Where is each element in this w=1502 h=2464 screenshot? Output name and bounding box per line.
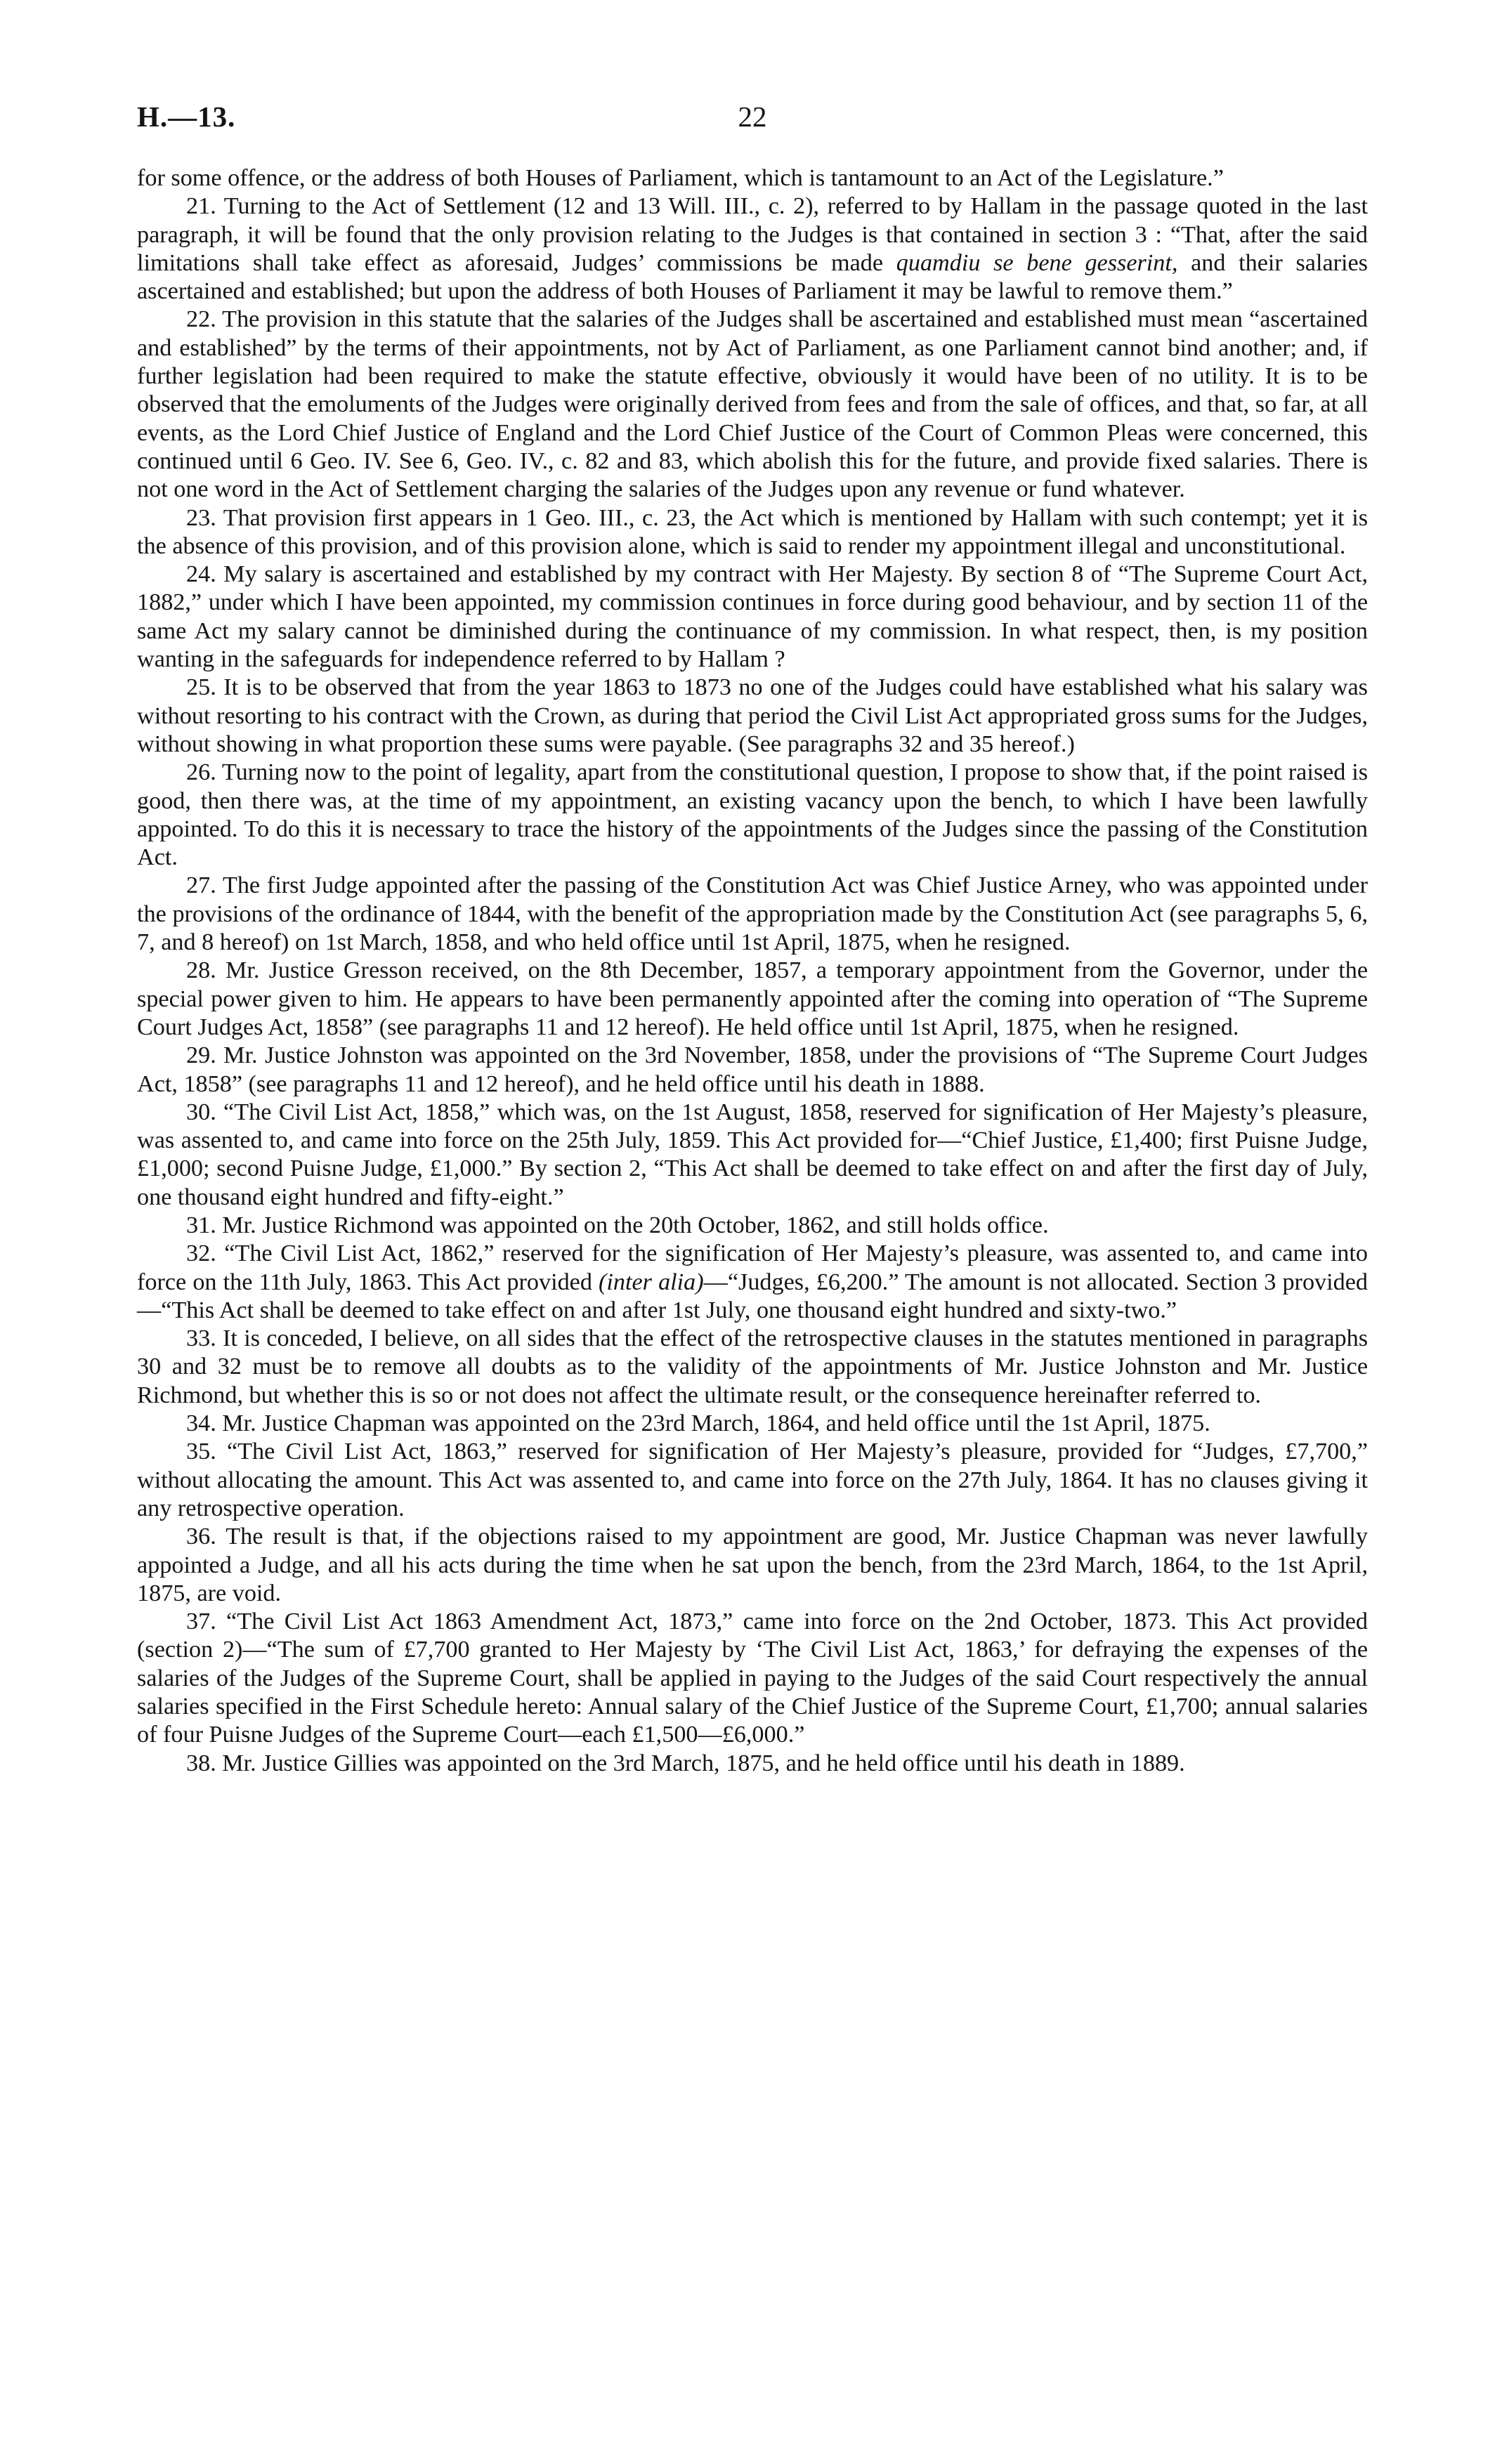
- document-page: [137, 100, 1368, 1778]
- paragraph-33: 33. It is conceded, I believe, on all sides that the effect of the retrospective clauses in the statutes mentioned in paragraphs 30 and 32 must be to remove all doubts as to the validity of the appointments of Mr. Justice Johnston and Mr. Justice Richmond, but whether this is so or not does not affect the ultimate result, or the consequence hereinafter referred to.: [137, 1325, 1368, 1408]
- paragraph-32-text-end: —“Judges, £6,200.” The amount is not allocated. Section 3 provided—“This Act shall be deemed to take effect on and after 1st July, one thousand eight hundred and sixty-two.”: [137, 1269, 1368, 1323]
- paragraph-22: 22. The provision in this statute that the salaries of the Judges shall be ascertained and established must mean “ascertained and established” by the terms of their appointments, not by Act of Parliament, as one Parliament cannot bind another; and, if further legislation had been required to make the statute effective, obviously it would have been of no utility. It is to be observed that the emoluments of the Judges were originally derived from fees and from the sale of offices, and that, so far, at all events, as the Lord Chief Justice of England and the Lord Chief Justice of the Court of Common Pleas were concerned, this continued until 6 Geo. IV. See 6, Geo. IV., c. 82 and 83, which abolish this for the future, and provide fixed salaries. There is not one word in the Act of Settlement charging the salaries of the Judges upon any revenue or fund whatever.: [137, 306, 1368, 503]
- document-identifier: H.—13.: [137, 100, 236, 133]
- paragraph-27: 27. The first Judge appointed after the passing of the Constitution Act was Chief Justice Arney, who was appointed under the provisions of the ordinance of 1844, with the benefit of the appropriation made by the Constitution Act (see paragraphs 5, 6, 7, and 8 hereof) on 1st March, 1858, and who held office until 1st April, 1875, when he resigned.: [137, 872, 1368, 956]
- paragraph-30: 30. “The Civil List Act, 1858,” which was, on the 1st August, 1858, reserved for signification of Her Majesty’s pleasure, was assented to, and came into force on the 25th July, 1859. This Act provided for—“Chief Justice, £1,400; first Puisne Judge, £1,000; second Puisne Judge, £1,000.” By section 2, “This Act shall be deemed to take effect on and after the first day of July, one thousand eight hundred and fifty-eight.”: [137, 1099, 1368, 1210]
- paragraph-21-text: 21. Turning to the Act of Settlement (12 and 13 Will. III., c. 2), referred to by Hallam in the passage quoted in the last paragraph, it will be found that the only provision relating to the Judges is that contained in section 3 : “That, after the said limitations shall take effect as aforesaid, Judges’ commissions be made: [137, 193, 1368, 276]
- paragraph-34: 34. Mr. Justice Chapman was appointed on the 23rd March, 1864, and held office until the 1st April, 1875.: [186, 1410, 1210, 1437]
- paragraph-32-latin-phrase: (inter alia): [599, 1269, 704, 1295]
- paragraph-38: 38. Mr. Justice Gillies was appointed on the 3rd March, 1875, and he held office until his death in 1889.: [186, 1750, 1185, 1776]
- paragraph-21-latin-phrase: quamdiu se bene gesserint,: [896, 249, 1178, 276]
- paragraph-32: [137, 1240, 1368, 1325]
- paragraph-21-text-end: and their salaries ascertained and established; but upon the address of both Houses of Parliament it may be lawful to remove them.”: [137, 249, 1368, 305]
- paragraph-25: 25. It is to be observed that from the year 1863 to 1873 no one of the Judges could have established what his salary was without resorting to his contract with the Crown, as during that period the Civil List Act appropriated gross sums for the Judges, without showing in what proportion these sums were payable. (See paragraphs 32 and 35 hereof.): [137, 674, 1368, 757]
- paragraph-36: 36. The result is that, if the objections raised to my appointment are good, Mr. Justice Chapman was never lawfully appointed a Judge, and all his acts during the time when he sat upon the bench, from the 23rd March, 1864, to the 1st April, 1875, are void.: [137, 1523, 1368, 1606]
- paragraph-37: 37. “The Civil List Act 1863 Amendment Act, 1873,” came into force on the 2nd October, 1873. This Act provided (section 2)—“The sum of £7,700 granted to Her Majesty by ‘The Civil List Act, 1863,’ for defraying the expenses of the salaries of the Judges of the Supreme Court, shall be applied in paying to the Judges of the said Court respectively the annual salaries specified in the First Schedule hereto: Annual salary of the Chief Justice of the Supreme Court, £1,700; annual salaries of four Puisne Judges of the Supreme Court—each £1,500—£6,000.”: [137, 1608, 1368, 1748]
- paragraph-28: 28. Mr. Justice Gresson received, on the 8th December, 1857, a temporary appointment from the Governor, under the special power given to him. He appears to have been permanently appointed after the coming into operation of “The Supreme Court Judges Act, 1858” (see paragraphs 11 and 12 hereof). He held office until 1st April, 1875, when he resigned.: [137, 957, 1368, 1040]
- paragraph-29: 29. Mr. Justice Johnston was appointed on the 3rd November, 1858, under the provisions of “The Supreme Court Judges Act, 1858” (see paragraphs 11 and 12 hereof), and he held office until his death in 1888.: [137, 1042, 1368, 1097]
- page-header: [137, 100, 1368, 142]
- paragraph-26: 26. Turning now to the point of legality, apart from the constitutional question, I propose to show that, if the point raised is good, then there was, at the time of my appointment, an existing vacancy upon the bench, to which I have been lawfully appointed. To do this it is necessary to trace the history of the appointments of the Judges since the passing of the Constitution Act.: [137, 759, 1368, 871]
- paragraph-31: 31. Mr. Justice Richmond was appointed on the 20th October, 1862, and still holds office.: [186, 1212, 1049, 1238]
- page-number: 22: [738, 100, 767, 133]
- paragraph-21: [137, 192, 1368, 306]
- paragraph-32-text: 32. “The Civil List Act, 1862,” reserved for the signification of Her Majesty’s pleasure, was assented to, and came into force on the 11th July, 1863. This Act provided: [137, 1240, 1368, 1295]
- paragraph-24: 24. My salary is ascertained and established by my contract with Her Majesty. By section 8 of “The Supreme Court Act, 1882,” under which I have been appointed, my commission continues in force during good behaviour, and by section 11 of the same Act my salary cannot be diminished during the continuance of my commission. In what respect, then, is my position wanting in the safeguards for independence referred to by Hallam ?: [137, 561, 1368, 673]
- body-text: [137, 164, 1368, 1778]
- paragraph-23: 23. That provision first appears in 1 Geo. III., c. 23, the Act which is mentioned by Hallam with such contempt; yet it is the absence of this provision, and of this provision alone, which is said to render my appointment illegal and unconstitutional.: [137, 504, 1368, 559]
- paragraph-35: 35. “The Civil List Act, 1863,” reserved for signification of Her Majesty’s pleasure, provided for “Judges, £7,700,” without allocating the amount. This Act was assented to, and came into force on the 27th July, 1864. It has no clauses giving it any retrospective operation.: [137, 1439, 1368, 1521]
- paragraph-continued: for some offence, or the address of both Houses of Parliament, which is tantamount to an Act of the Legislature.”: [137, 165, 1224, 191]
